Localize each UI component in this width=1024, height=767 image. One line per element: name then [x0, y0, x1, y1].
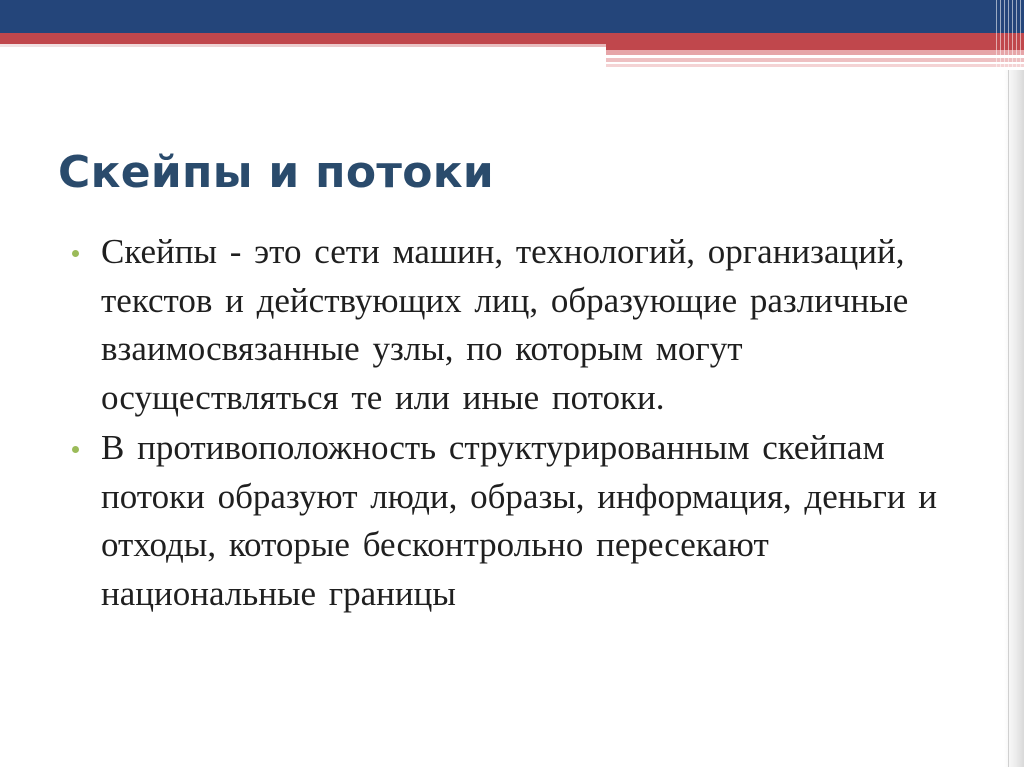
bullet-list — [72, 228, 962, 620]
bullet-item — [72, 228, 962, 422]
header-band-fade — [0, 44, 606, 47]
bullet-dot-icon — [72, 250, 79, 257]
page-edge-line — [1008, 70, 1009, 767]
page-edge-shadow — [1004, 70, 1024, 767]
header-band-pink-2 — [606, 58, 1024, 62]
header-band-red — [0, 33, 1024, 44]
header-band-pink-1 — [606, 50, 1024, 55]
header-band-blue — [0, 0, 1024, 33]
header-stripes — [996, 0, 1024, 70]
bullet-item — [72, 424, 962, 618]
slide-title: Скейпы и потоки — [58, 147, 495, 198]
bullet-text: Скейпы - это сети машин, технологий, организаций, текстов и действующих лиц, образующие различные взаимосвязанные узлы, по которым могут осуществляться те или иные потоки. — [101, 232, 909, 417]
bullet-text: В противоположность структурированным скейпам потоки образуют люди, образы, информация, деньги и отходы, которые бесконтрольно пересекают национальные границы — [101, 428, 938, 613]
bullet-dot-icon — [72, 446, 79, 453]
header-band-pink-3 — [606, 64, 1024, 67]
